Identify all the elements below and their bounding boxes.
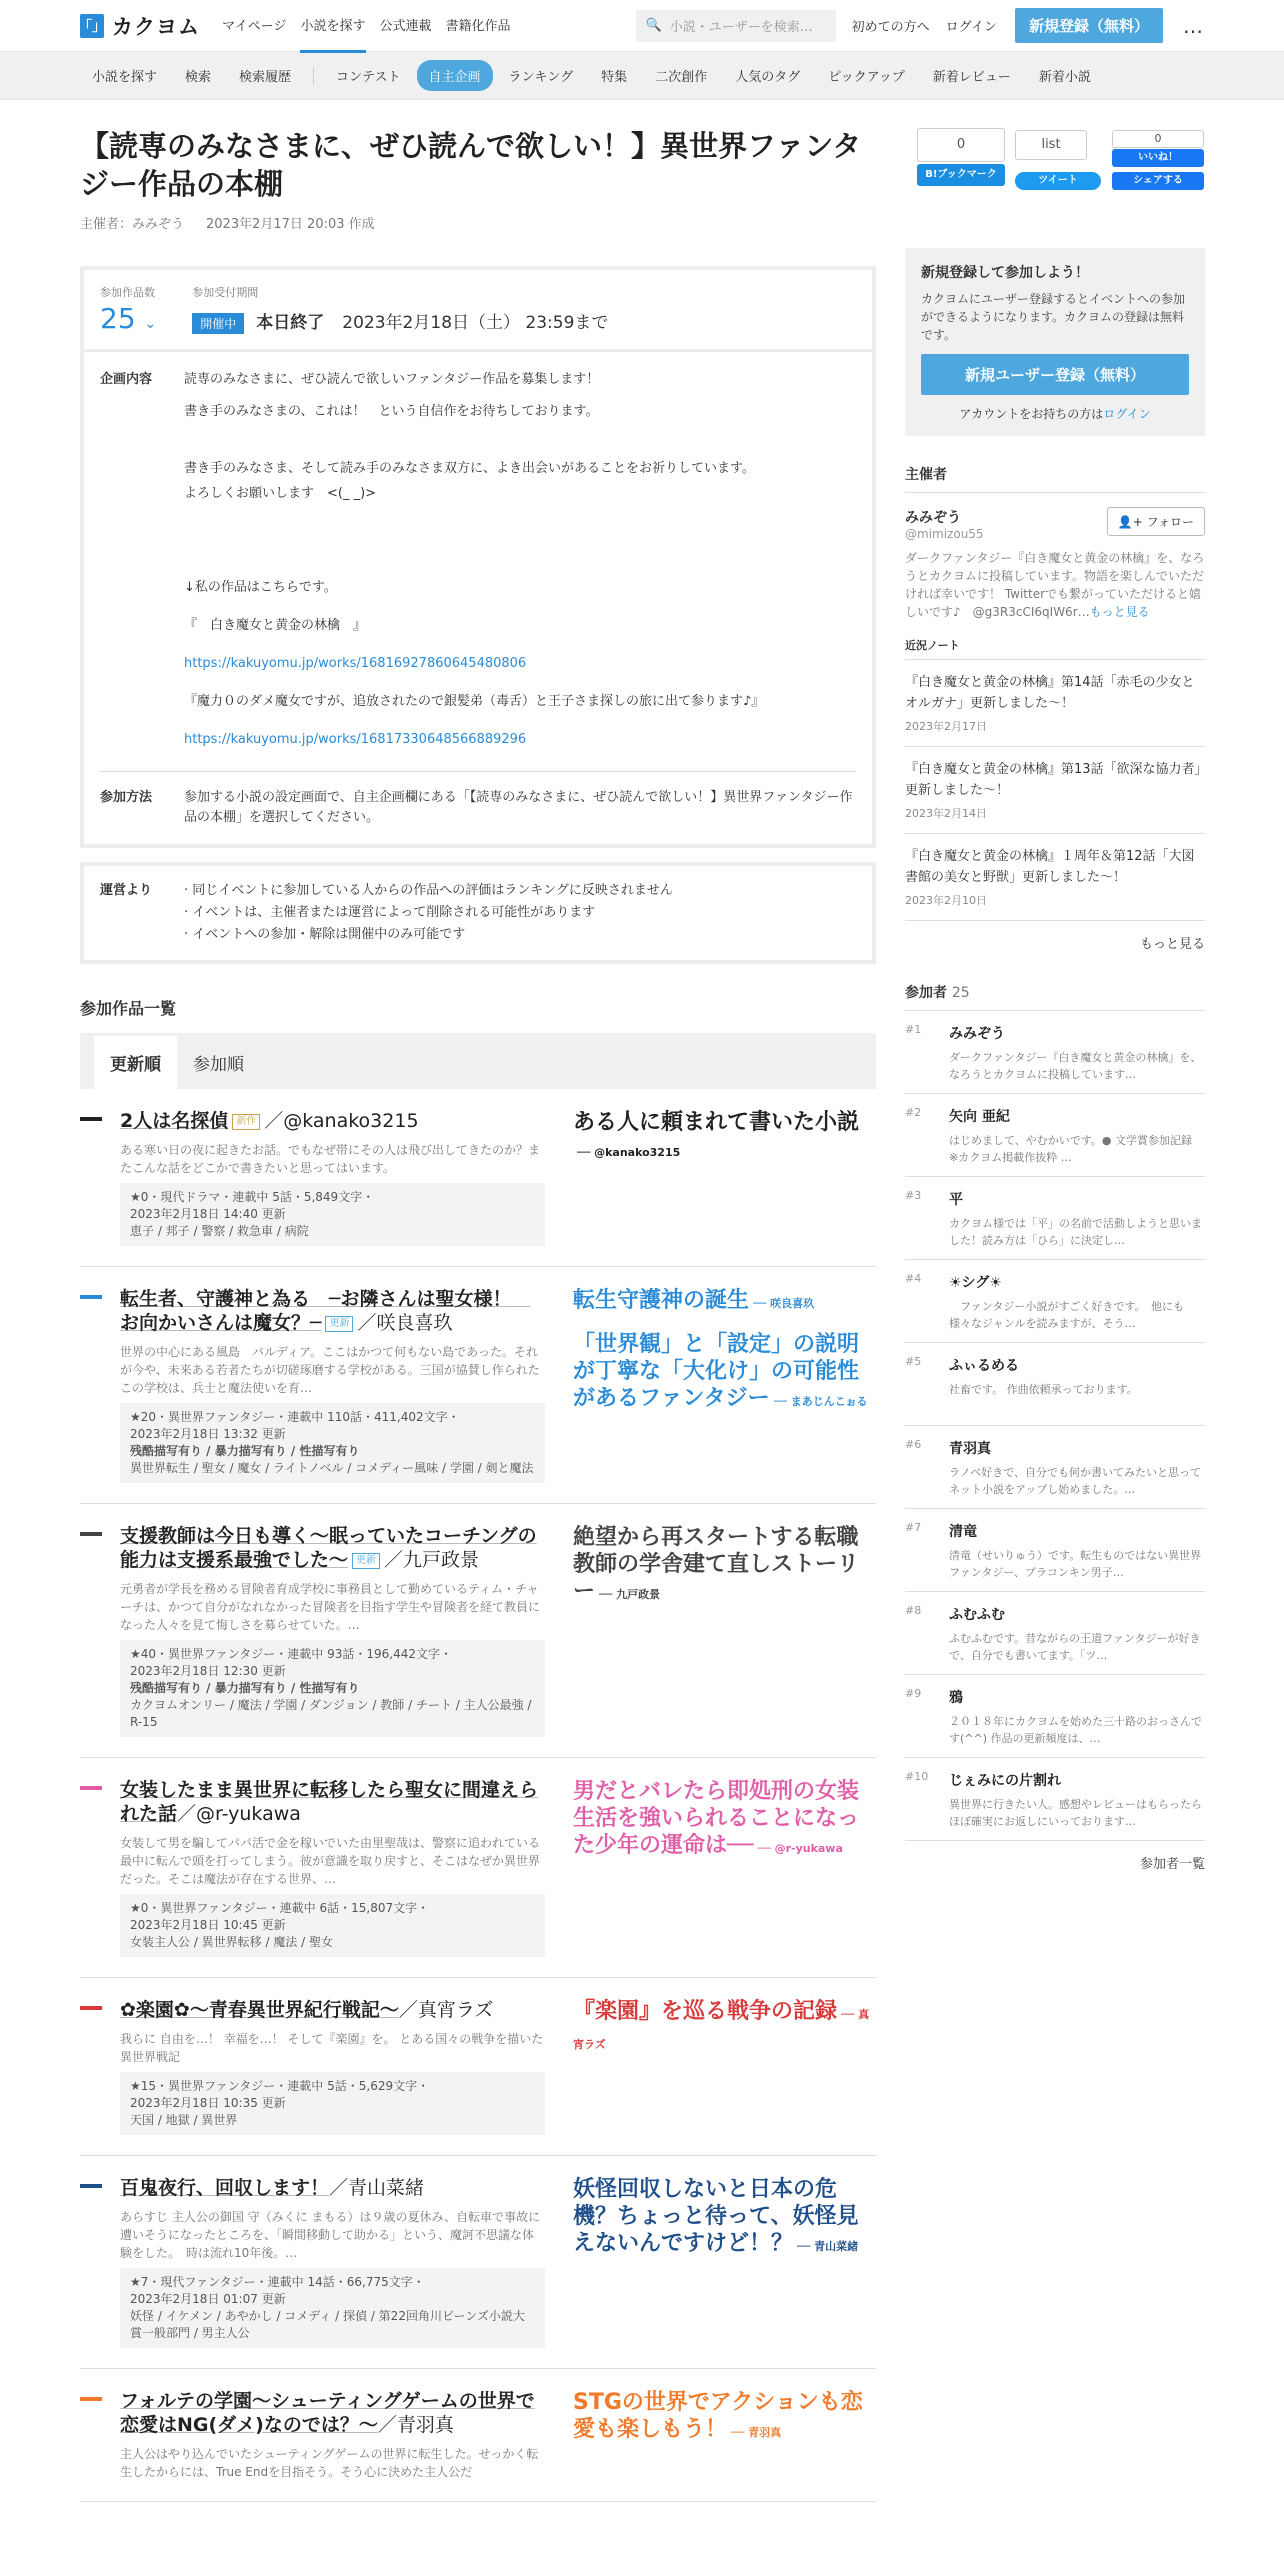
notice-label: 運営より [100, 883, 153, 898]
work-tags[interactable]: 妖怪 / イケメン / あやかし / コメディ / 探偵 / 第22回角川ビーンズ小説大賞一般部門 / 男主人公 [130, 2309, 525, 2340]
participant-item[interactable] [905, 1592, 1205, 1675]
note-date: 2023年2月14日 [905, 807, 987, 820]
organizer-desc-text: ダークファンタジー『白き魔女と黄金の林檎』を、なろうとカクヨムに投稿しています。物語を楽しんでいただければ幸いです！ Twitterでも繋がっていただけると嬉しいです♪ @g3R3cCI6qIW6r… [905, 551, 1205, 619]
content-line: 書き手のみなさまの、これは！ という自信作をお待ちしております。 [184, 404, 599, 419]
catchphrase-text: 絶望から再スタートする転職教師の学舎建て直しストーリー [573, 1525, 860, 1604]
method-text: 参加する小説の設定画面で、自主企画欄にある「【読専のみなさまに、ぜひ読んで欲しい！】異世界ファンタジー作品の本棚」を選択してください。 [184, 790, 853, 825]
work-desc: あらすじ 主人公の御国 守（みくに まもる）は９歳の夏休み、自転車で事故に遭いそうになったところを、「瞬間移動して助かる」という、魔訶不思議な体験をした。 時は流れ10年後。… [120, 2210, 541, 2260]
follow-button[interactable] [1107, 507, 1205, 536]
notice-list [184, 880, 673, 946]
created-date: 2023年2月17日 20:03 作成 [206, 217, 375, 232]
tab-joined[interactable]: 参加順 [193, 1055, 244, 1075]
participant-rank: #1 [905, 1023, 922, 1036]
work-author[interactable]: ／真宵ラズ [398, 1999, 494, 2021]
entry-count-label: 参加作品数 [100, 286, 155, 299]
participant-rank: #4 [905, 1272, 922, 1285]
note-item[interactable] [905, 660, 1205, 747]
work-link[interactable]: https://kakuyomu.jp/works/16817330648566889296 [184, 732, 527, 747]
period-label: 参加受付期間 [192, 286, 259, 299]
work-title[interactable]: ✿楽園✿～青春異世界紀行戦記～ [120, 1999, 399, 2021]
work-meta [120, 1894, 545, 1957]
content-line: よろしくお願いします <(_ _)> [184, 486, 377, 501]
signup-button[interactable]: 新規登録（無料） [1015, 8, 1163, 43]
work-item [80, 1089, 876, 1267]
work-catchphrase-col [573, 1109, 875, 1246]
facebook-share-button[interactable]: シェアする [1112, 172, 1204, 190]
period-date: 2023年2月18日（土） 23:59まで [342, 313, 609, 333]
work-author[interactable]: ／青羽真 [377, 2414, 454, 2436]
participants-list [905, 1011, 1205, 1841]
work-item [80, 2369, 876, 2502]
catchphrase-author: ── 真宵ラズ [573, 2008, 870, 2051]
work-left [120, 2389, 545, 2481]
register-login-row [921, 405, 1189, 422]
entry-count-block [100, 284, 156, 335]
note-date: 2023年2月10日 [905, 894, 987, 907]
logo-text: カクヨム [112, 14, 200, 39]
work-item [80, 2156, 876, 2369]
work-badge: 新作 [232, 1114, 260, 1130]
global-header [0, 0, 1284, 52]
work-badge: 更新 [325, 1316, 353, 1332]
catchphrase-text: STGの世界でアクションも恋愛も楽しもう！ [573, 2390, 863, 2442]
sub-nav [0, 52, 1284, 100]
work-link[interactable]: https://kakuyomu.jp/works/16816927860645480806 [184, 656, 527, 671]
participant-name[interactable]: ふむふむ [949, 1607, 1005, 1623]
organizer-link[interactable]: 主催者：みみぞう [80, 217, 185, 232]
event-method [100, 771, 856, 844]
work-stats: ★0・異世界ファンタジー・連載中 6話・15,807文字・ [130, 1901, 430, 1915]
note-item[interactable] [905, 834, 1205, 921]
subnav-contest[interactable]: コンテスト [336, 70, 401, 85]
work-desc: 元勇者が学長を務める冒険者育成学校に事務員として勤めているティム・チャーチは、かつて自分がなれなかった冒険者を目指す学生や冒険者を経て教員になった人々を見て悔しさを募らせていた。… [120, 1582, 541, 1632]
catchphrase-author: ── 咲良喜玖 [753, 1297, 815, 1310]
work-catchphrase-col [573, 2176, 875, 2348]
participant-name[interactable]: 清竜 [949, 1524, 977, 1540]
work-color-bar [80, 1786, 102, 1790]
work-catchphrase-col [573, 1778, 875, 1957]
work-meta [120, 1640, 545, 1737]
nav-mypage[interactable]: マイページ [222, 18, 287, 34]
content-label: 企画内容 [100, 372, 153, 387]
work-warnings: 残酷描写有り / 暴力描写有り / 性描写有り [130, 1681, 360, 1695]
notice-text: イベントは、主催者または運営によって削除される可能性があります [192, 905, 596, 920]
work-updated: 2023年2月18日 14:40 更新 [130, 1207, 286, 1221]
participant-name[interactable]: 青羽真 [949, 1441, 991, 1457]
work-left [120, 1109, 545, 1246]
work-catchphrase [573, 2176, 875, 2260]
work-desc: 世界の中心にある風島 バルディア。ここはかつて何もない島であった。それが今や、未来ある若者たちが切磋琢磨する学校がある。三国が協賛し作られたこの学校は、兵士と魔法使いを育… [120, 1345, 540, 1395]
work-color-bar [80, 2397, 102, 2401]
participant-item[interactable] [905, 1758, 1205, 1841]
organizer-block [905, 507, 1205, 621]
subnav-tags[interactable]: 人気のタグ [735, 70, 801, 85]
tab-updated[interactable]: 更新順 [94, 1036, 177, 1089]
work-updated: 2023年2月18日 01:07 更新 [130, 2292, 286, 2306]
work-tags[interactable]: 恵子 / 邦子 / 警察 / 救急車 / 病院 [130, 1224, 309, 1238]
work-left [120, 1998, 545, 2135]
logo[interactable] [80, 11, 200, 41]
participant-name[interactable]: じぇみにの片割れ [949, 1773, 1061, 1789]
subnav-divider [313, 67, 314, 85]
catchphrase-text: ある人に頼まれて書いた小説 [573, 1110, 860, 1135]
work-meta [120, 2268, 545, 2348]
work-desc: 主人公はやり込んでいたシューティングゲームの世界に転生した。せっかく転生したからには、True Endを目指そう。そう心に決めた主人公だ [120, 2447, 539, 2479]
work-title-row [120, 1524, 545, 1572]
content-line [184, 427, 856, 447]
work-tags[interactable]: 天国 / 地獄 / 異世界 [130, 2113, 238, 2127]
event-summary [84, 270, 872, 352]
catchphrase-author: ── 青羽真 [731, 2426, 782, 2439]
participant-rank: #10 [905, 1770, 929, 1783]
participant-rank: #5 [905, 1355, 922, 1368]
follow-icon: 👤+ [1117, 515, 1147, 529]
notes-list [905, 660, 1205, 921]
work-item [80, 1978, 876, 2156]
participant-desc: ふむふむです。昔ながらの王道ファンタジーが好きで、自分でも書いてます。「ツ… [949, 1632, 1201, 1662]
page-meta [80, 213, 876, 232]
work-desc: 我らに 自由を…！ 幸福を…！ そして『楽園』を。 とある国々の戦争を描いた異世界戦記 [120, 2032, 544, 2064]
main-column [80, 101, 876, 2502]
work-title[interactable]: 転生者、守護神と為る ─お隣さんは聖女様！ お向かいさんは魔女？─ [120, 1288, 531, 1334]
work-tags[interactable]: 女装主人公 / 異世界転移 / 魔法 / 聖女 [130, 1935, 334, 1949]
participant-body [949, 1189, 1205, 1249]
participant-body [949, 1272, 1205, 1332]
organizer-name[interactable]: みみぞう [905, 510, 961, 526]
work-title-row [120, 1998, 545, 2022]
work-author[interactable]: ／九戸政景 [384, 1549, 480, 1571]
content-body [184, 370, 856, 755]
work-stats: ★15・異世界ファンタジー・連載中 5話・5,629文字・ [130, 2079, 430, 2093]
work-item [80, 1758, 876, 1978]
subnav-new-reviews[interactable]: 新着レビュー [932, 70, 1011, 85]
period-block [192, 284, 608, 335]
catchphrase-text: 「世界観」と「設定」の説明が丁寧な「大化け」の可能性があるファンタジー [573, 1332, 860, 1411]
more-menu-icon[interactable]: … [1183, 13, 1204, 38]
work-desc: ある寒い日の夜に起きたお話。でもなぜ帯にその人は飛び出してきたのか？またこんな話をどこかで書きたいと思ってはいます。 [120, 1143, 541, 1175]
participant-item[interactable] [905, 1011, 1205, 1094]
catchphrase-author: ── @r-yukawa [757, 1842, 843, 1855]
search-icon: 🔍 [645, 18, 662, 33]
notice-item: · イベントへの参加・解除は開催中のみ可能です [184, 927, 466, 942]
work-left [120, 1778, 545, 1957]
work-catchphrase-col [573, 1998, 875, 2135]
subnav-history[interactable]: 検索履歴 [239, 70, 292, 85]
work-author[interactable]: ／@kanako3215 [264, 1110, 419, 1132]
participant-desc: ダークファンタジー『白き魔女と黄金の林檎』を、なろうとカクヨムに投稿しています… [949, 1051, 1202, 1081]
work-warnings: 残酷描写有り / 暴力描写有り / 性描写有り [130, 1444, 360, 1458]
note-title[interactable]: 『白き魔女と黄金の林檎』１周年＆第12話「大図書館の美女と野獣」更新しました～！ [905, 849, 1195, 885]
work-meta [120, 1183, 545, 1246]
event-info-box [80, 266, 876, 848]
note-title[interactable]: 『白き魔女と黄金の林檎』第13話「欲深な協力者」更新しました～！ [905, 762, 1202, 798]
hatena-bookmark-button[interactable]: B!ブックマーク [917, 164, 1005, 186]
notice-text: イベントへの参加・解除は開催中のみ可能です [192, 927, 466, 942]
logo-mark-icon: 「」 [80, 14, 104, 38]
work-stats: ★7・現代ファンタジー・連載中 14話・66,775文字・ [130, 2275, 425, 2289]
work-stats: ★40・異世界ファンタジー・連載中 93話・196,442文字・ [130, 1647, 453, 1661]
participant-rank: #7 [905, 1521, 922, 1534]
work-color-bar [80, 2184, 102, 2188]
participant-name[interactable]: 平 [949, 1192, 963, 1208]
work-catchphrase [573, 2389, 875, 2446]
participant-rank: #8 [905, 1604, 922, 1617]
login-link[interactable]: ログイン [945, 20, 997, 35]
organizer-heading: 主催者 [905, 464, 1205, 493]
nav-find-novels[interactable]: 小説を探す [300, 0, 365, 53]
register-login-text: アカウントをお持ちの方は [959, 407, 1104, 421]
catchphrase-text: 『楽園』を巡る戦争の記録 [573, 1999, 838, 2024]
work-title[interactable]: 2人は名探偵 [120, 1110, 229, 1132]
participant-item[interactable] [905, 1094, 1205, 1177]
participant-rank: #9 [905, 1687, 922, 1700]
register-box [905, 248, 1205, 436]
participant-body [949, 1438, 1205, 1498]
register-text: カクヨムにユーザー登録するとイベントへの参加ができるようになります。カクヨムの登録は無料です。 [921, 292, 1186, 342]
search-input[interactable] [636, 10, 836, 42]
period-status: 本日終了 [256, 313, 325, 333]
participant-desc: ラノベ好きで、自分でも何か書いてみたいと思ってネット小説をアップし始めました。… [949, 1466, 1202, 1496]
facebook-like-button[interactable]: いいね！ [1112, 149, 1204, 167]
work-left [120, 1524, 545, 1737]
work-catchphrase [573, 1109, 875, 1166]
participant-item[interactable] [905, 1343, 1205, 1426]
participants-count: 25 [951, 985, 970, 1001]
participant-name[interactable]: みみぞう [949, 1026, 1005, 1042]
participant-name[interactable]: 矢向 亜紀 [949, 1109, 1010, 1125]
work-left [120, 1287, 545, 1483]
register-title: 新規登録して参加しよう！ [921, 265, 1089, 281]
nav-official-series[interactable]: 公式連載 [379, 18, 432, 34]
organizer-desc [905, 549, 1205, 621]
catchphrase-author: ── @kanako3215 [577, 1146, 681, 1159]
work-updated: 2023年2月18日 12:30 更新 [130, 1664, 286, 1678]
catchphrase-text: 男だとバレたら即処刑の女装生活を強いられることになった少年の運命は── [573, 1779, 860, 1858]
organizer-more-link[interactable]: もっと見る [1089, 605, 1150, 619]
participant-item[interactable] [905, 1177, 1205, 1260]
entry-count[interactable] [100, 302, 156, 335]
works-heading: 参加作品一覧 [80, 999, 177, 1018]
sidebar [905, 101, 1205, 1872]
participant-item[interactable] [905, 1675, 1205, 1758]
participant-desc: 社畜です。 作曲依頼承っております。 [949, 1383, 1138, 1396]
content-line [184, 509, 856, 529]
content-line: 『魔力０のダメ魔女ですが、追放されたので銀髪弟（毒舌）と王子さま探しの旅に出て参ります♪』 [184, 694, 765, 709]
content-line: 『 白き魔女と黄金の林檎 』 [184, 618, 367, 633]
participant-desc: はじめまして、やむかいです。● 文学賞参加記録 ※カクヨム掲載作抜粋 … [949, 1134, 1203, 1164]
work-item [80, 1267, 876, 1504]
participant-desc: 清竜（せいりゅう）です。転生ものではない異世界ファンタジー、ブラコンキン男子… [949, 1549, 1202, 1579]
works-list [80, 1089, 876, 2502]
subnav-search[interactable]: 検索 [185, 70, 212, 85]
work-meta [120, 2072, 545, 2135]
notice-item: · 同じイベントに参加している人からの作品への評価はランキングに反映されません [184, 883, 673, 898]
notice-text: 同じイベントに参加している人からの作品への評価はランキングに反映されません [192, 883, 673, 898]
work-color-bar [80, 1532, 102, 1536]
content-line: ↓私の作品はこちらです。 [184, 580, 337, 595]
note-item[interactable] [905, 747, 1205, 834]
work-title[interactable]: 女装したまま異世界に転移したら聖女に間違えられた話 [120, 1779, 539, 1825]
participant-desc: ２０１８年にカクヨムを始めた三十路のおっさんです(^^) 作品の更新頻度は、… [949, 1715, 1202, 1745]
participants-more-link[interactable]: 参加者一覧 [1139, 1857, 1205, 1872]
work-title-row [120, 2389, 545, 2437]
work-title-row [120, 2176, 545, 2200]
like-count: 0 [1112, 130, 1204, 148]
content-line: 書き手のみなさま、そして読み手のみなさま双方に、よき出会いがあることをお祈りしています。 [184, 461, 755, 476]
participant-desc: 異世界に行きたい人。感想やレビューはもらったらほぼ確実にお返しにいっております… [949, 1798, 1202, 1828]
chevron-down-icon: ⌄ [144, 316, 157, 332]
header-nav [222, 0, 511, 53]
work-desc: 女装して男を騙してパパ活で金を稼いでいた由里聖哉は、警察に追われている最中に転んで頭を打ってしまう。彼が意識を取り戻すと、そこはなぜか異世界だった。そこは魔法が存在する世界、… [120, 1836, 541, 1886]
work-color-bar [80, 2006, 102, 2010]
work-catchphrase-col [573, 2389, 875, 2481]
participant-body [949, 1106, 1205, 1166]
subnav-new-novels[interactable]: 新着小説 [1038, 70, 1091, 85]
guide-link[interactable]: 初めての方へ [851, 20, 930, 35]
work-title[interactable]: フォルテの学園～シューティングゲームの世界で恋愛はNG(ダメ)なのでは？～ [120, 2390, 535, 2436]
participant-body [949, 1023, 1205, 1083]
catchphrase-author: ── 九戸政景 [599, 1588, 661, 1601]
catchphrase-author: ── 青山菜緒 [797, 2240, 859, 2253]
work-author[interactable]: ／咲良喜玖 [357, 1312, 453, 1334]
work-updated: 2023年2月18日 10:45 更新 [130, 1918, 286, 1932]
participant-rank: #3 [905, 1189, 922, 1202]
work-title-row [120, 1109, 545, 1133]
work-badge: 更新 [352, 1553, 380, 1569]
period-row [192, 308, 608, 334]
participant-body [949, 1521, 1205, 1581]
list-button[interactable]: list [1015, 130, 1087, 160]
work-title[interactable]: 支援教師は今日も導く～眠っていたコーチングの能力は支援系最強でした～ [120, 1525, 537, 1571]
work-item [80, 1504, 876, 1758]
work-catchphrase [573, 1778, 875, 1862]
notes-more-link[interactable]: もっと見る [1139, 937, 1205, 952]
subnav-fanfic[interactable]: 二次創作 [655, 70, 708, 85]
participant-item[interactable] [905, 1260, 1205, 1343]
works-tabs [80, 1033, 876, 1089]
participant-name[interactable]: 鴉 [949, 1690, 963, 1706]
subnav-find[interactable]: 小説を探す [92, 70, 158, 85]
catchphrase-author: ── まあじんこぉる [773, 1395, 868, 1408]
work-title-row [120, 1778, 545, 1826]
participant-rank: #6 [905, 1438, 922, 1451]
subnav-self-event[interactable]: 自主企画 [417, 60, 493, 91]
nav-published-works[interactable]: 書籍化作品 [445, 18, 511, 34]
work-title[interactable]: 百鬼夜行、回収します！ [120, 2177, 330, 2199]
work-tags[interactable]: カクヨムオンリー / 魔法 / 学園 / ダンジョン / 教師 / チート / 主人公最強 / R-15 [130, 1698, 532, 1729]
event-content [84, 352, 872, 771]
participant-desc: カクヨム様では「平」の名前で活動しようと思いました！読み方は「ひら」に決定し… [949, 1217, 1202, 1247]
participant-body [949, 1604, 1205, 1664]
participant-name[interactable]: ☀シグ☀ [949, 1275, 1002, 1291]
subnav-ranking[interactable]: ランキング [508, 70, 574, 85]
work-catchphrase [573, 1524, 875, 1608]
work-meta [120, 1403, 545, 1483]
participants-heading [905, 982, 1205, 1011]
work-left [120, 2176, 545, 2348]
participant-body [949, 1770, 1205, 1830]
work-title-row [120, 1287, 545, 1335]
participant-body [949, 1355, 1205, 1415]
register-login-link[interactable]: ログイン [1103, 407, 1151, 421]
participant-item[interactable] [905, 1509, 1205, 1592]
tweet-button[interactable]: ツイート [1015, 172, 1101, 190]
subnav-pickup[interactable]: ピックアップ [828, 70, 905, 85]
work-author[interactable]: ／青山菜緒 [329, 2177, 425, 2199]
work-color-bar [80, 1117, 102, 1121]
work-author[interactable]: ／@r-yukawa [177, 1803, 301, 1825]
work-updated: 2023年2月18日 13:32 更新 [130, 1427, 286, 1441]
catchphrase-text: 転生守護神の誕生 [573, 1288, 750, 1313]
content-line [184, 534, 856, 554]
work-catchphrase-col [573, 1524, 875, 1737]
notes-heading: 近況ノート [905, 637, 1205, 660]
method-label: 参加方法 [100, 790, 153, 805]
work-stats: ★0・現代ドラマ・連載中 5話・5,849文字・ [130, 1190, 375, 1204]
participants-title: 参加者 [905, 985, 947, 1001]
work-stats: ★20・異世界ファンタジー・連載中 110話・411,402文字・ [130, 1410, 460, 1424]
entry-count-value: 25 [100, 302, 136, 335]
work-color-bar [80, 1295, 102, 1299]
follow-label: フォロー [1146, 515, 1194, 529]
work-updated: 2023年2月18日 10:35 更新 [130, 2096, 286, 2110]
search-placeholder: 小説・ユーザーを検索… [669, 20, 813, 35]
content-line: 読専のみなさまに、ぜひ読んで欲しいファンタジー作品を募集します！ [184, 372, 600, 387]
work-tags[interactable]: 異世界転生 / 聖女 / 魔女 / ライトノベル / コメディー風味 / 学園 / 剣と魔法 [130, 1461, 534, 1475]
work-catchphrase [573, 1287, 875, 1317]
participant-item[interactable] [905, 1426, 1205, 1509]
register-button[interactable]: 新規ユーザー登録（無料） [921, 354, 1189, 395]
note-title[interactable]: 『白き魔女と黄金の林檎』第14話「赤毛の少女とオルガナ」更新しました～！ [905, 675, 1195, 711]
participant-name[interactable]: ふぃるめる [949, 1358, 1019, 1374]
page-title: 【読専のみなさまに、ぜひ読んで欲しい！】異世界ファンタジー作品の本棚 [80, 129, 862, 201]
organizer-id: @mimizou55 [905, 527, 984, 541]
subnav-feature[interactable]: 特集 [601, 70, 628, 85]
catchphrase-text: 妖怪回収しないと日本の危機？ちょっと待って、妖怪見えないんですけど！？ [573, 2177, 859, 2256]
status-badge: 開催中 [192, 313, 244, 334]
work-catchphrase-col [573, 1287, 875, 1483]
work-catchphrase [573, 1998, 875, 2058]
work-catchphrase [573, 1331, 875, 1415]
notice-box [80, 862, 876, 964]
participant-rank: #2 [905, 1106, 922, 1119]
participant-desc: ファンタジー小説がすごく好きです。 他にも様々なジャンルを読みますが、そう… [949, 1300, 1184, 1330]
notice-item: · イベントは、主催者または運営によって削除される可能性があります [184, 905, 596, 920]
note-date: 2023年2月17日 [905, 720, 987, 733]
participant-body [949, 1687, 1205, 1747]
bookmark-count: 0 [917, 128, 1005, 162]
